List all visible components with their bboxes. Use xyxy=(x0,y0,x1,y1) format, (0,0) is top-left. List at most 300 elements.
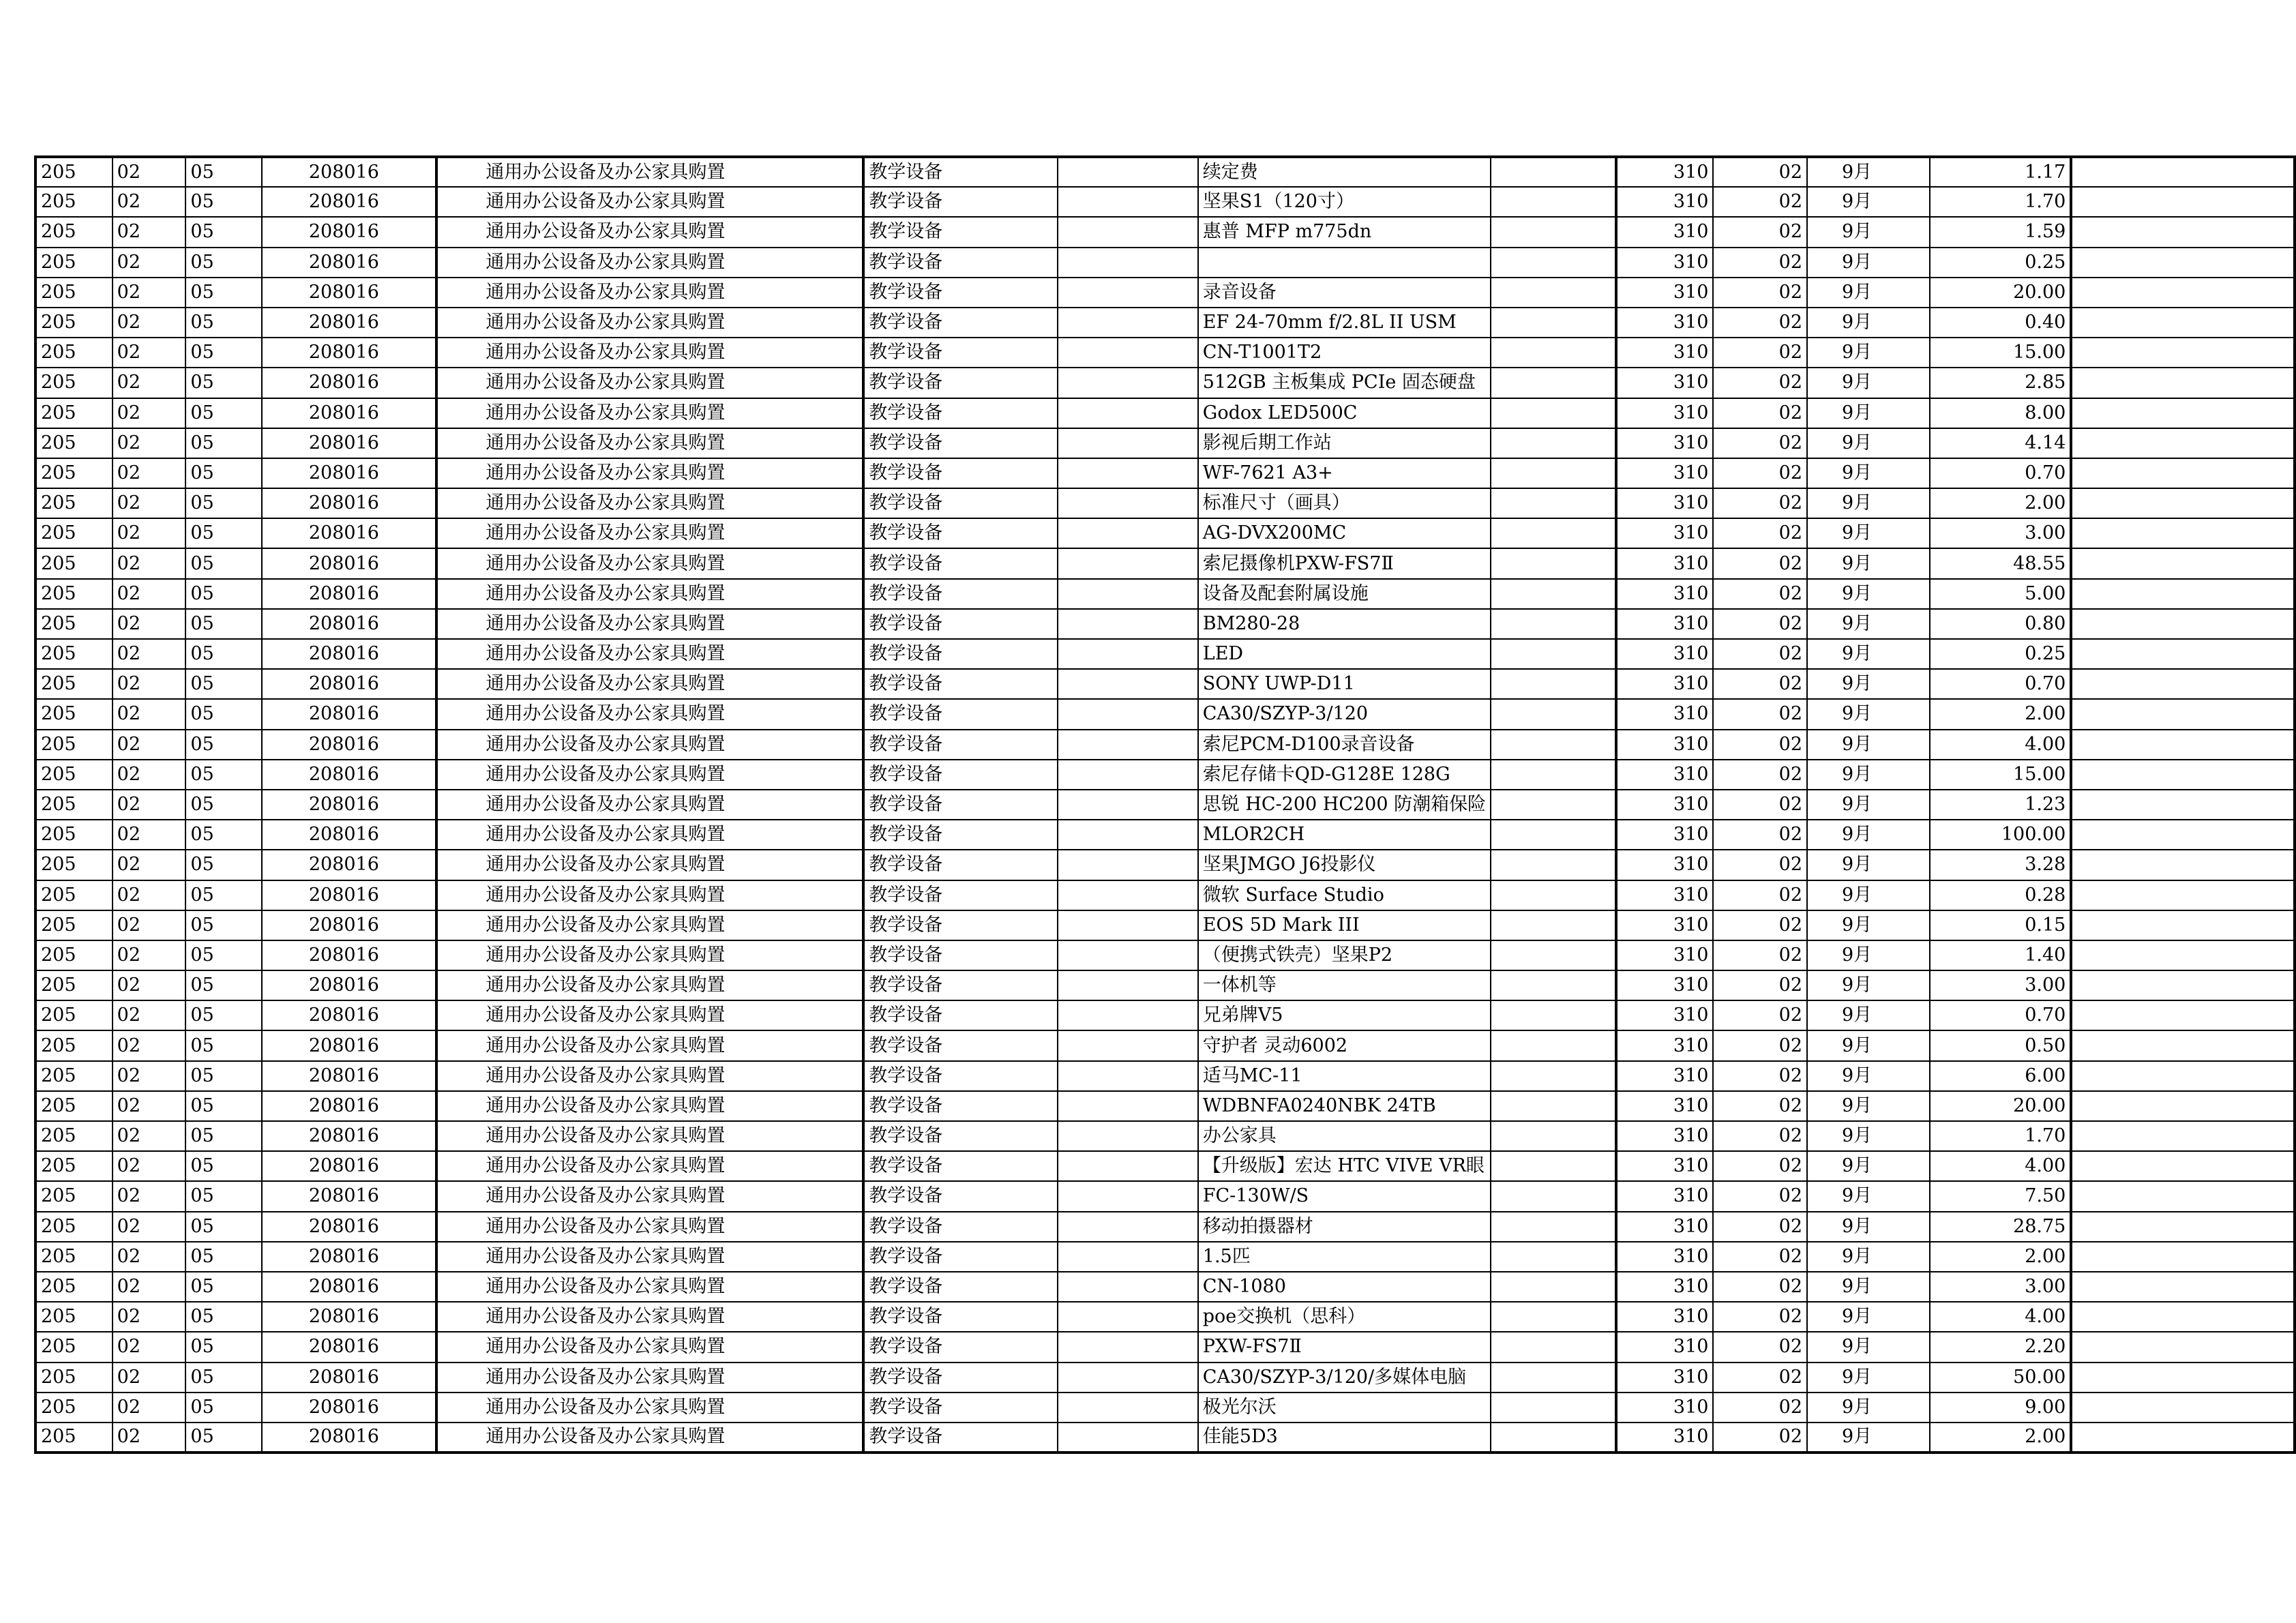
cell-section-code: 02 xyxy=(113,880,186,910)
cell-remark xyxy=(2071,187,2295,217)
cell-blank-2 xyxy=(1491,187,1616,217)
cell-category: 教学设备 xyxy=(863,1121,1057,1151)
cell-category: 教学设备 xyxy=(863,910,1057,940)
cell-class-code: 205 xyxy=(35,278,113,308)
cell-month: 9月 xyxy=(1807,1181,1930,1211)
cell-amount: 0.70 xyxy=(1930,1000,2071,1030)
cell-class-code: 205 xyxy=(35,609,113,639)
cell-remark xyxy=(2071,1393,2295,1423)
cell-remark xyxy=(2071,940,2295,970)
cell-amount: 3.28 xyxy=(1930,850,2071,880)
cell-section-code: 02 xyxy=(113,699,186,729)
cell-blank xyxy=(1058,1000,1198,1030)
cell-item-code: 05 xyxy=(185,669,261,699)
cell-blank xyxy=(1058,639,1198,669)
cell-project-code: 208016 xyxy=(262,1393,436,1423)
cell-category: 教学设备 xyxy=(863,669,1057,699)
cell-category: 教学设备 xyxy=(863,217,1057,247)
cell-amount: 7.50 xyxy=(1930,1181,2071,1211)
cell-project-name: 通用办公设备及办公家具购置 xyxy=(436,910,863,940)
cell-blank xyxy=(1058,278,1198,308)
cell-month: 9月 xyxy=(1807,1212,1930,1242)
cell-econ-code: 310 xyxy=(1616,248,1714,278)
cell-blank xyxy=(1058,760,1198,790)
cell-month: 9月 xyxy=(1807,338,1930,368)
cell-econ-subcode: 02 xyxy=(1713,1000,1807,1030)
cell-class-code: 205 xyxy=(35,850,113,880)
cell-amount: 2.00 xyxy=(1930,1423,2071,1453)
cell-month: 9月 xyxy=(1807,970,1930,1000)
cell-project-name: 通用办公设备及办公家具购置 xyxy=(436,548,863,578)
cell-section-code: 02 xyxy=(113,458,186,488)
cell-econ-code: 310 xyxy=(1616,548,1714,578)
cell-class-code: 205 xyxy=(35,1091,113,1121)
cell-section-code: 02 xyxy=(113,1332,186,1362)
cell-item-name: FC-130W/S xyxy=(1198,1181,1491,1211)
cell-remark xyxy=(2071,398,2295,428)
cell-category: 教学设备 xyxy=(863,1091,1057,1121)
cell-econ-subcode: 02 xyxy=(1713,1363,1807,1393)
cell-category: 教学设备 xyxy=(863,820,1057,850)
cell-project-name: 通用办公设备及办公家具购置 xyxy=(436,187,863,217)
cell-item-name: EF 24-70mm f/2.8L II USM xyxy=(1198,308,1491,338)
cell-econ-code: 310 xyxy=(1616,1151,1714,1181)
cell-item-code: 05 xyxy=(185,398,261,428)
cell-econ-subcode: 02 xyxy=(1713,1121,1807,1151)
cell-category: 教学设备 xyxy=(863,730,1057,760)
cell-project-name: 通用办公设备及办公家具购置 xyxy=(436,1393,863,1423)
cell-remark xyxy=(2071,1181,2295,1211)
cell-remark xyxy=(2071,1302,2295,1332)
cell-blank-2 xyxy=(1491,157,1616,187)
cell-econ-code: 310 xyxy=(1616,1000,1714,1030)
cell-project-code: 208016 xyxy=(262,609,436,639)
cell-amount: 15.00 xyxy=(1930,338,2071,368)
cell-econ-code: 310 xyxy=(1616,669,1714,699)
cell-econ-subcode: 02 xyxy=(1713,1061,1807,1091)
cell-month: 9月 xyxy=(1807,1423,1930,1453)
cell-blank-2 xyxy=(1491,760,1616,790)
cell-project-code: 208016 xyxy=(262,669,436,699)
cell-month: 9月 xyxy=(1807,488,1930,518)
cell-amount: 15.00 xyxy=(1930,760,2071,790)
cell-econ-code: 310 xyxy=(1616,790,1714,820)
cell-section-code: 02 xyxy=(113,1000,186,1030)
cell-econ-subcode: 02 xyxy=(1713,548,1807,578)
cell-category: 教学设备 xyxy=(863,639,1057,669)
cell-amount: 3.00 xyxy=(1930,970,2071,1000)
cell-remark xyxy=(2071,820,2295,850)
table-row xyxy=(35,1061,2295,1091)
cell-section-code: 02 xyxy=(113,790,186,820)
cell-project-name: 通用办公设备及办公家具购置 xyxy=(436,880,863,910)
cell-item-name: 1.5匹 xyxy=(1198,1242,1491,1272)
cell-blank-2 xyxy=(1491,1212,1616,1242)
cell-econ-code: 310 xyxy=(1616,910,1714,940)
cell-blank-2 xyxy=(1491,609,1616,639)
cell-amount: 20.00 xyxy=(1930,278,2071,308)
cell-project-code: 208016 xyxy=(262,308,436,338)
table-row xyxy=(35,699,2295,729)
table-row xyxy=(35,548,2295,578)
cell-econ-code: 310 xyxy=(1616,579,1714,609)
cell-class-code: 205 xyxy=(35,1000,113,1030)
cell-blank xyxy=(1058,970,1198,1000)
cell-remark xyxy=(2071,1363,2295,1393)
cell-blank xyxy=(1058,1030,1198,1060)
cell-econ-code: 310 xyxy=(1616,398,1714,428)
cell-month: 9月 xyxy=(1807,1061,1930,1091)
cell-category: 教学设备 xyxy=(863,1393,1057,1423)
cell-month: 9月 xyxy=(1807,1121,1930,1151)
cell-item-code: 05 xyxy=(185,1363,261,1393)
cell-blank-2 xyxy=(1491,1302,1616,1332)
cell-econ-subcode: 02 xyxy=(1713,338,1807,368)
cell-amount: 4.00 xyxy=(1930,1302,2071,1332)
cell-econ-subcode: 02 xyxy=(1713,488,1807,518)
cell-amount: 20.00 xyxy=(1930,1091,2071,1121)
cell-section-code: 02 xyxy=(113,1423,186,1453)
cell-month: 9月 xyxy=(1807,368,1930,398)
cell-project-name: 通用办公设备及办公家具购置 xyxy=(436,1151,863,1181)
cell-month: 9月 xyxy=(1807,639,1930,669)
table-row xyxy=(35,1302,2295,1332)
cell-section-code: 02 xyxy=(113,1121,186,1151)
cell-month: 9月 xyxy=(1807,1030,1930,1060)
table-row xyxy=(35,398,2295,428)
cell-remark xyxy=(2071,278,2295,308)
cell-category: 教学设备 xyxy=(863,1030,1057,1060)
cell-amount: 9.00 xyxy=(1930,1393,2071,1423)
cell-category: 教学设备 xyxy=(863,1242,1057,1272)
cell-remark xyxy=(2071,1091,2295,1121)
cell-blank xyxy=(1058,790,1198,820)
cell-remark xyxy=(2071,579,2295,609)
cell-class-code: 205 xyxy=(35,1181,113,1211)
cell-project-name: 通用办公设备及办公家具购置 xyxy=(436,1030,863,1060)
cell-remark xyxy=(2071,760,2295,790)
cell-amount: 100.00 xyxy=(1930,820,2071,850)
cell-econ-subcode: 02 xyxy=(1713,308,1807,338)
cell-item-name: 佳能5D3 xyxy=(1198,1423,1491,1453)
cell-item-code: 05 xyxy=(185,609,261,639)
table-row xyxy=(35,790,2295,820)
cell-econ-code: 310 xyxy=(1616,217,1714,247)
cell-category: 教学设备 xyxy=(863,338,1057,368)
cell-item-code: 05 xyxy=(185,1393,261,1423)
cell-item-name: 坚果JMGO J6投影仪 xyxy=(1198,850,1491,880)
cell-econ-subcode: 02 xyxy=(1713,699,1807,729)
cell-category: 教学设备 xyxy=(863,1272,1057,1302)
cell-category: 教学设备 xyxy=(863,970,1057,1000)
cell-item-name: AG-DVX200MC xyxy=(1198,518,1491,548)
cell-category: 教学设备 xyxy=(863,790,1057,820)
cell-remark xyxy=(2071,1000,2295,1030)
cell-section-code: 02 xyxy=(113,579,186,609)
cell-econ-subcode: 02 xyxy=(1713,639,1807,669)
cell-project-code: 208016 xyxy=(262,1302,436,1332)
cell-econ-subcode: 02 xyxy=(1713,910,1807,940)
table-row xyxy=(35,579,2295,609)
cell-class-code: 205 xyxy=(35,669,113,699)
cell-project-code: 208016 xyxy=(262,880,436,910)
cell-section-code: 02 xyxy=(113,970,186,1000)
cell-class-code: 205 xyxy=(35,1332,113,1362)
cell-item-code: 05 xyxy=(185,248,261,278)
cell-blank xyxy=(1058,1091,1198,1121)
cell-class-code: 205 xyxy=(35,970,113,1000)
cell-amount: 1.70 xyxy=(1930,187,2071,217)
cell-blank xyxy=(1058,157,1198,187)
table-row xyxy=(35,1151,2295,1181)
cell-project-code: 208016 xyxy=(262,1363,436,1393)
cell-amount: 48.55 xyxy=(1930,548,2071,578)
cell-project-code: 208016 xyxy=(262,639,436,669)
cell-remark xyxy=(2071,639,2295,669)
cell-class-code: 205 xyxy=(35,880,113,910)
cell-month: 9月 xyxy=(1807,850,1930,880)
cell-project-code: 208016 xyxy=(262,187,436,217)
cell-remark xyxy=(2071,518,2295,548)
cell-project-name: 通用办公设备及办公家具购置 xyxy=(436,1423,863,1453)
cell-amount: 8.00 xyxy=(1930,398,2071,428)
cell-blank-2 xyxy=(1491,398,1616,428)
cell-month: 9月 xyxy=(1807,760,1930,790)
cell-blank xyxy=(1058,428,1198,458)
cell-category: 教学设备 xyxy=(863,488,1057,518)
cell-class-code: 205 xyxy=(35,1061,113,1091)
cell-blank-2 xyxy=(1491,910,1616,940)
cell-econ-code: 310 xyxy=(1616,1181,1714,1211)
cell-econ-subcode: 02 xyxy=(1713,217,1807,247)
cell-blank-2 xyxy=(1491,820,1616,850)
cell-econ-code: 310 xyxy=(1616,157,1714,187)
table-row xyxy=(35,940,2295,970)
cell-section-code: 02 xyxy=(113,730,186,760)
cell-section-code: 02 xyxy=(113,760,186,790)
cell-project-code: 208016 xyxy=(262,1121,436,1151)
cell-blank xyxy=(1058,850,1198,880)
cell-section-code: 02 xyxy=(113,157,186,187)
table-row xyxy=(35,308,2295,338)
cell-item-name: LED xyxy=(1198,639,1491,669)
cell-project-name: 通用办公设备及办公家具购置 xyxy=(436,368,863,398)
cell-item-code: 05 xyxy=(185,428,261,458)
cell-blank xyxy=(1058,368,1198,398)
cell-econ-code: 310 xyxy=(1616,1272,1714,1302)
cell-project-code: 208016 xyxy=(262,518,436,548)
cell-section-code: 02 xyxy=(113,1091,186,1121)
cell-class-code: 205 xyxy=(35,730,113,760)
cell-month: 9月 xyxy=(1807,820,1930,850)
cell-econ-subcode: 02 xyxy=(1713,609,1807,639)
cell-blank xyxy=(1058,1061,1198,1091)
cell-blank xyxy=(1058,548,1198,578)
cell-blank xyxy=(1058,1363,1198,1393)
cell-month: 9月 xyxy=(1807,248,1930,278)
cell-econ-subcode: 02 xyxy=(1713,1030,1807,1060)
cell-project-code: 208016 xyxy=(262,428,436,458)
cell-class-code: 205 xyxy=(35,458,113,488)
cell-project-name: 通用办公设备及办公家具购置 xyxy=(436,518,863,548)
cell-blank xyxy=(1058,669,1198,699)
cell-class-code: 205 xyxy=(35,790,113,820)
cell-econ-code: 310 xyxy=(1616,1091,1714,1121)
cell-blank-2 xyxy=(1491,1121,1616,1151)
table-row xyxy=(35,1272,2295,1302)
cell-blank xyxy=(1058,248,1198,278)
table-row xyxy=(35,368,2295,398)
cell-amount: 4.00 xyxy=(1930,1151,2071,1181)
cell-remark xyxy=(2071,850,2295,880)
cell-category: 教学设备 xyxy=(863,157,1057,187)
cell-blank-2 xyxy=(1491,639,1616,669)
cell-month: 9月 xyxy=(1807,458,1930,488)
cell-class-code: 205 xyxy=(35,338,113,368)
cell-blank xyxy=(1058,579,1198,609)
cell-blank-2 xyxy=(1491,940,1616,970)
cell-class-code: 205 xyxy=(35,940,113,970)
cell-project-code: 208016 xyxy=(262,790,436,820)
cell-amount: 28.75 xyxy=(1930,1212,2071,1242)
cell-amount: 5.00 xyxy=(1930,579,2071,609)
cell-category: 教学设备 xyxy=(863,1423,1057,1453)
cell-item-name: 移动拍摄器材 xyxy=(1198,1212,1491,1242)
cell-remark xyxy=(2071,428,2295,458)
cell-item-name: 512GB 主板集成 PCIe 固态硬盘 xyxy=(1198,368,1491,398)
cell-class-code: 205 xyxy=(35,910,113,940)
cell-item-code: 05 xyxy=(185,1332,261,1362)
cell-item-name: 设备及配套附属设施 xyxy=(1198,579,1491,609)
table-row xyxy=(35,1181,2295,1211)
cell-item-name: 办公家具 xyxy=(1198,1121,1491,1151)
cell-blank-2 xyxy=(1491,1000,1616,1030)
cell-remark xyxy=(2071,1061,2295,1091)
cell-project-name: 通用办公设备及办公家具购置 xyxy=(436,669,863,699)
cell-class-code: 205 xyxy=(35,639,113,669)
cell-project-name: 通用办公设备及办公家具购置 xyxy=(436,1212,863,1242)
table-row xyxy=(35,1393,2295,1423)
cell-section-code: 02 xyxy=(113,1212,186,1242)
cell-class-code: 205 xyxy=(35,548,113,578)
cell-class-code: 205 xyxy=(35,368,113,398)
cell-item-name: 索尼摄像机PXW-FS7Ⅱ xyxy=(1198,548,1491,578)
cell-class-code: 205 xyxy=(35,699,113,729)
cell-project-name: 通用办公设备及办公家具购置 xyxy=(436,1121,863,1151)
cell-blank xyxy=(1058,217,1198,247)
cell-item-code: 05 xyxy=(185,790,261,820)
table-row xyxy=(35,1000,2295,1030)
cell-category: 教学设备 xyxy=(863,308,1057,338)
cell-amount: 2.00 xyxy=(1930,488,2071,518)
cell-econ-subcode: 02 xyxy=(1713,458,1807,488)
table-row xyxy=(35,1363,2295,1393)
cell-econ-subcode: 02 xyxy=(1713,1423,1807,1453)
cell-class-code: 205 xyxy=(35,1423,113,1453)
cell-project-name: 通用办公设备及办公家具购置 xyxy=(436,940,863,970)
table-row xyxy=(35,910,2295,940)
cell-blank-2 xyxy=(1491,579,1616,609)
cell-category: 教学设备 xyxy=(863,850,1057,880)
cell-month: 9月 xyxy=(1807,278,1930,308)
cell-month: 9月 xyxy=(1807,699,1930,729)
cell-month: 9月 xyxy=(1807,428,1930,458)
cell-project-name: 通用办公设备及办公家具购置 xyxy=(436,579,863,609)
cell-econ-code: 310 xyxy=(1616,609,1714,639)
table-row xyxy=(35,1091,2295,1121)
cell-item-code: 05 xyxy=(185,278,261,308)
cell-blank-2 xyxy=(1491,1332,1616,1362)
cell-amount: 0.70 xyxy=(1930,458,2071,488)
cell-blank xyxy=(1058,518,1198,548)
cell-section-code: 02 xyxy=(113,940,186,970)
cell-econ-code: 310 xyxy=(1616,187,1714,217)
cell-blank-2 xyxy=(1491,248,1616,278)
cell-project-code: 208016 xyxy=(262,820,436,850)
cell-class-code: 205 xyxy=(35,1272,113,1302)
cell-category: 教学设备 xyxy=(863,579,1057,609)
cell-remark xyxy=(2071,368,2295,398)
cell-project-code: 208016 xyxy=(262,970,436,1000)
cell-project-name: 通用办公设备及办公家具购置 xyxy=(436,1332,863,1362)
cell-project-name: 通用办公设备及办公家具购置 xyxy=(436,1181,863,1211)
cell-item-name: 坚果S1（120寸） xyxy=(1198,187,1491,217)
cell-project-code: 208016 xyxy=(262,1061,436,1091)
cell-econ-code: 310 xyxy=(1616,699,1714,729)
cell-amount: 0.25 xyxy=(1930,248,2071,278)
cell-class-code: 205 xyxy=(35,308,113,338)
cell-class-code: 205 xyxy=(35,428,113,458)
cell-remark xyxy=(2071,217,2295,247)
cell-month: 9月 xyxy=(1807,157,1930,187)
cell-class-code: 205 xyxy=(35,157,113,187)
cell-remark xyxy=(2071,1030,2295,1060)
cell-project-name: 通用办公设备及办公家具购置 xyxy=(436,820,863,850)
cell-category: 教学设备 xyxy=(863,1151,1057,1181)
cell-econ-code: 310 xyxy=(1616,488,1714,518)
cell-remark xyxy=(2071,1212,2295,1242)
cell-project-name: 通用办公设备及办公家具购置 xyxy=(436,428,863,458)
cell-econ-subcode: 02 xyxy=(1713,790,1807,820)
cell-econ-code: 310 xyxy=(1616,278,1714,308)
cell-econ-subcode: 02 xyxy=(1713,1332,1807,1362)
cell-project-code: 208016 xyxy=(262,398,436,428)
cell-item-name: CA30/SZYP-3/120/多媒体电脑 xyxy=(1198,1363,1491,1393)
cell-category: 教学设备 xyxy=(863,278,1057,308)
cell-section-code: 02 xyxy=(113,368,186,398)
cell-econ-code: 310 xyxy=(1616,1212,1714,1242)
cell-section-code: 02 xyxy=(113,217,186,247)
cell-econ-code: 310 xyxy=(1616,1061,1714,1091)
cell-item-code: 05 xyxy=(185,1302,261,1332)
table-body xyxy=(35,157,2295,1453)
cell-blank-2 xyxy=(1491,669,1616,699)
cell-blank xyxy=(1058,880,1198,910)
cell-project-code: 208016 xyxy=(262,1181,436,1211)
cell-remark xyxy=(2071,1332,2295,1362)
cell-section-code: 02 xyxy=(113,1363,186,1393)
cell-blank-2 xyxy=(1491,428,1616,458)
cell-blank-2 xyxy=(1491,1091,1616,1121)
cell-item-name: CN-1080 xyxy=(1198,1272,1491,1302)
cell-month: 9月 xyxy=(1807,730,1930,760)
cell-item-name: CA30/SZYP-3/120 xyxy=(1198,699,1491,729)
cell-amount: 50.00 xyxy=(1930,1363,2071,1393)
cell-item-code: 05 xyxy=(185,157,261,187)
cell-item-code: 05 xyxy=(185,820,261,850)
cell-econ-subcode: 02 xyxy=(1713,398,1807,428)
cell-item-name: 标准尺寸（画具） xyxy=(1198,488,1491,518)
